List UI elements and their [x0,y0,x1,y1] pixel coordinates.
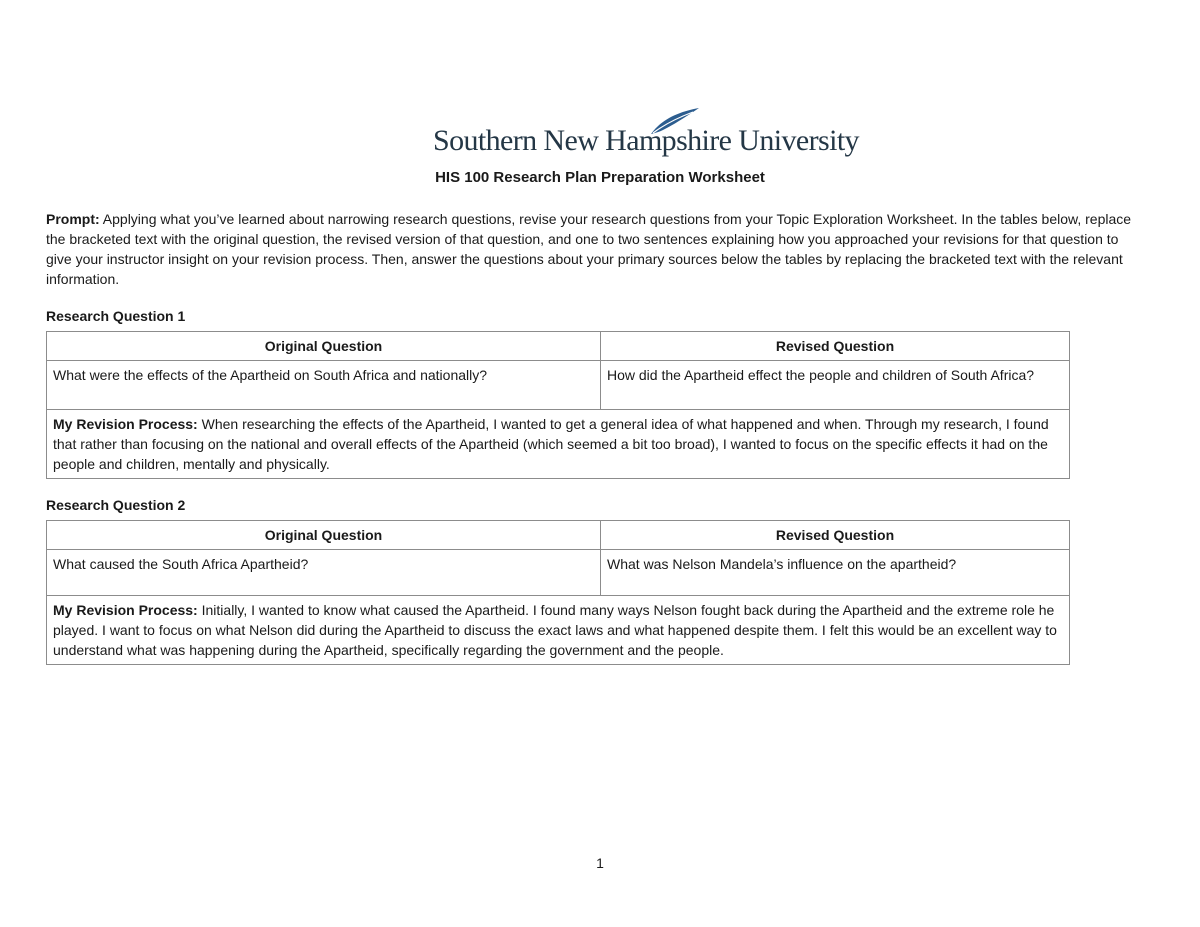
original-question-header: Original Question [47,332,601,361]
prompt-label: Prompt: [46,211,100,227]
revision-process-text: When researching the effects of the Apartheid, I wanted to get a general idea of what happened and when. Through my research, I found that rather than focusing on the national and overall effects of the Apartheid (which seemed a bit too broad), I wanted to focus on the specific effects it had on the people and children, mentally and physically. [53,416,1049,472]
revision-process-label: My Revision Process: [53,602,198,618]
revision-process-cell [47,410,1070,479]
original-question-cell: What caused the South Africa Apartheid? [47,550,601,596]
table-header-row [47,521,1070,550]
table-header-row [47,332,1070,361]
prompt-paragraph [46,209,1141,289]
research-question-1-table [46,331,1070,479]
prompt-text: Applying what you’ve learned about narrowing research questions, revise your research questions from your Topic Exploration Worksheet. In the tables below, replace the bracketed text with the original question, the revised version of that question, and one to two sentences explaining how you approached your revisions for that question to give your instructor insight on your revision process. Then, answer the questions about your primary sources below the tables by replacing the bracketed text with the relevant information. [46,211,1132,287]
revision-process-text: Initially, I wanted to know what caused the Apartheid. I found many ways Nelson fought back during the Apartheid and the extreme role he played. I want to focus on what Nelson did during the Apartheid to discuss the exact laws and what happened despite them. I felt this would be an excellent way to understand what was happening during the Apartheid, specifically regarding the government and the people. [53,602,1057,658]
research-question-1-label: Research Question 1 [46,308,186,324]
document-title: HIS 100 Research Plan Preparation Worksheet [435,169,765,186]
revised-question-header: Revised Question [601,521,1070,550]
table-row [47,361,1070,410]
research-question-2-label: Research Question 2 [46,497,186,513]
table-row [47,410,1070,479]
logo-wordmark: Southern New Hampshire University [433,124,859,157]
table-row [47,596,1070,665]
original-question-cell: What were the effects of the Apartheid on South Africa and nationally? [47,361,601,410]
revised-question-cell: What was Nelson Mandela’s influence on the apartheid? [601,550,1070,596]
research-question-2-table [46,520,1070,665]
revised-question-cell: How did the Apartheid effect the people and children of South Africa? [601,361,1070,410]
revision-process-cell [47,596,1070,665]
original-question-header: Original Question [47,521,601,550]
revised-question-header: Revised Question [601,332,1070,361]
university-logo [431,106,859,162]
revision-process-label: My Revision Process: [53,416,198,432]
table-row [47,550,1070,596]
page-number: 1 [596,855,604,871]
